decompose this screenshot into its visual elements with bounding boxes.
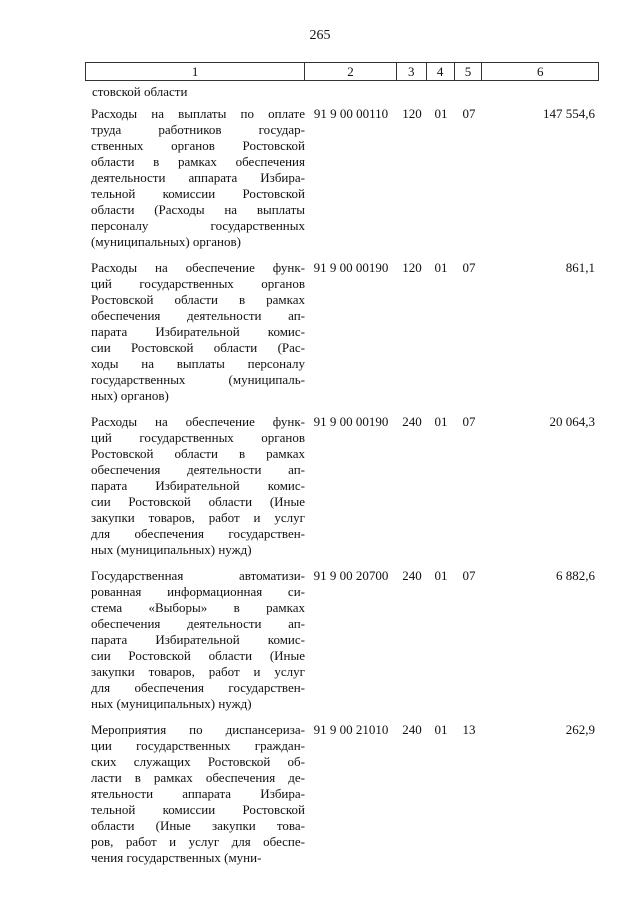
row-subsection: 07: [462, 568, 476, 583]
row-subsection: 07: [462, 260, 476, 275]
row-section: 01: [434, 722, 448, 737]
description-line: Ростовской области в рамках: [91, 292, 305, 307]
table-row: [85, 568, 599, 712]
row-description: [85, 106, 305, 250]
row-expense-type: 240: [402, 722, 422, 737]
row-description: [85, 568, 305, 712]
description-line: ции государственных граждан-: [91, 738, 305, 753]
description-line: обеспечения деятельности ап-: [91, 308, 305, 323]
row-section: 01: [434, 106, 448, 121]
row-expense-type: 240: [402, 568, 422, 583]
description-line: сии Ростовской области (Рас-: [91, 340, 305, 355]
header-col-1: 1: [86, 63, 305, 80]
description-line: закупки товаров, работ и услуг: [91, 510, 305, 525]
description-line: (муниципальных) органов): [91, 234, 241, 249]
description-line: рованная информационная си-: [91, 584, 305, 599]
description-line: парата Избирательной комис-: [91, 324, 305, 339]
row-code: 91 9 00 00110: [313, 106, 389, 121]
header-col-3: 3: [397, 63, 427, 80]
table-row: [85, 260, 599, 404]
row-section: 01: [434, 414, 448, 429]
description-line: сии Ростовской области (Иные: [91, 648, 305, 663]
description-line: ятельности аппарата Избира-: [91, 786, 305, 801]
description-line: парата Избирательной комис-: [91, 632, 305, 647]
row-expense-type: 120: [402, 106, 422, 121]
description-line: персоналу государственных: [91, 218, 305, 233]
description-line: ских служащих Ростовской об-: [91, 754, 305, 769]
description-line: Расходы на обеспечение функ-: [91, 414, 305, 429]
description-line: для обеспечения государствен-: [91, 680, 305, 695]
row-description: [85, 260, 305, 404]
row-code: 91 9 00 21010: [313, 722, 389, 737]
description-line: парата Избирательной комис-: [91, 478, 305, 493]
description-line: Расходы на выплаты по оплате: [91, 106, 305, 121]
description-line: труда работников государ-: [91, 122, 305, 137]
row-amount: 20 064,3: [549, 414, 595, 429]
description-line: обеспечения деятельности ап-: [91, 616, 305, 631]
description-line: ных) органов): [91, 388, 169, 403]
table-row: [85, 106, 599, 250]
row-amount: 147 554,6: [543, 106, 595, 121]
description-line: ций государственных органов: [91, 276, 305, 291]
description-line: ственных органов Ростовской: [91, 138, 305, 153]
description-line: тельной комиссии Ростовской: [91, 186, 305, 201]
row-description: [85, 722, 305, 866]
header-col-4: 4: [427, 63, 455, 80]
description-line: ций государственных органов: [91, 430, 305, 445]
header-col-5: 5: [455, 63, 483, 80]
description-line: для обеспечения государствен-: [91, 526, 305, 541]
row-code: 91 9 00 20700: [313, 568, 389, 583]
header-col-6: 6: [536, 64, 544, 79]
description-line: Расходы на обеспечение функ-: [91, 260, 305, 275]
description-line: тельной комиссии Ростовской: [91, 802, 305, 817]
row-subsection: 13: [462, 722, 476, 737]
row-subsection: 07: [462, 414, 476, 429]
row-amount: 262,9: [565, 722, 595, 737]
page-number: 265: [309, 28, 331, 43]
description-line: Мероприятия по диспансериза-: [91, 722, 305, 737]
table-row: [85, 722, 599, 866]
row-code: 91 9 00 00190: [313, 260, 389, 275]
description-line: ласти в рамках обеспечения де-: [91, 770, 305, 785]
description-line: области в рамках обеспечения: [91, 154, 305, 169]
row-section: 01: [434, 260, 448, 275]
description-line: ных (муниципальных) нужд): [91, 696, 252, 711]
description-line: закупки товаров, работ и услуг: [91, 664, 305, 679]
description-line: ров, работ и услуг для обеспе-: [91, 834, 305, 849]
table-header: [85, 62, 599, 81]
description-line: государственных (муниципаль-: [91, 372, 305, 387]
row-subsection: 07: [462, 106, 476, 121]
description-line: Ростовской области в рамках: [91, 446, 305, 461]
header-col-2: 2: [305, 63, 397, 80]
description-line: ходы на выплаты персоналу: [91, 356, 305, 371]
row-description: [85, 414, 305, 558]
row-expense-type: 120: [402, 260, 422, 275]
row-expense-type: 240: [402, 414, 422, 429]
description-line: стема «Выборы» в рамках: [91, 600, 305, 615]
row-amount: 861,1: [565, 260, 595, 275]
description-line: области (Иные закупки това-: [91, 818, 305, 833]
description-line: деятельности аппарата Избира-: [91, 170, 305, 185]
continued-text: стовской области: [92, 84, 188, 99]
row-amount: 6 882,6: [556, 568, 595, 583]
table-body: [85, 106, 599, 876]
description-line: сии Ростовской области (Иные: [91, 494, 305, 509]
description-line: ных (муниципальных) нужд): [91, 542, 252, 557]
table-row: [85, 414, 599, 558]
row-code: 91 9 00 00190: [313, 414, 389, 429]
row-section: 01: [434, 568, 448, 583]
description-line: чения государственных (муни-: [91, 850, 262, 865]
description-line: обеспечения деятельности ап-: [91, 462, 305, 477]
description-line: области (Расходы на выплаты: [91, 202, 305, 217]
description-line: Государственная автоматизи-: [91, 568, 305, 583]
